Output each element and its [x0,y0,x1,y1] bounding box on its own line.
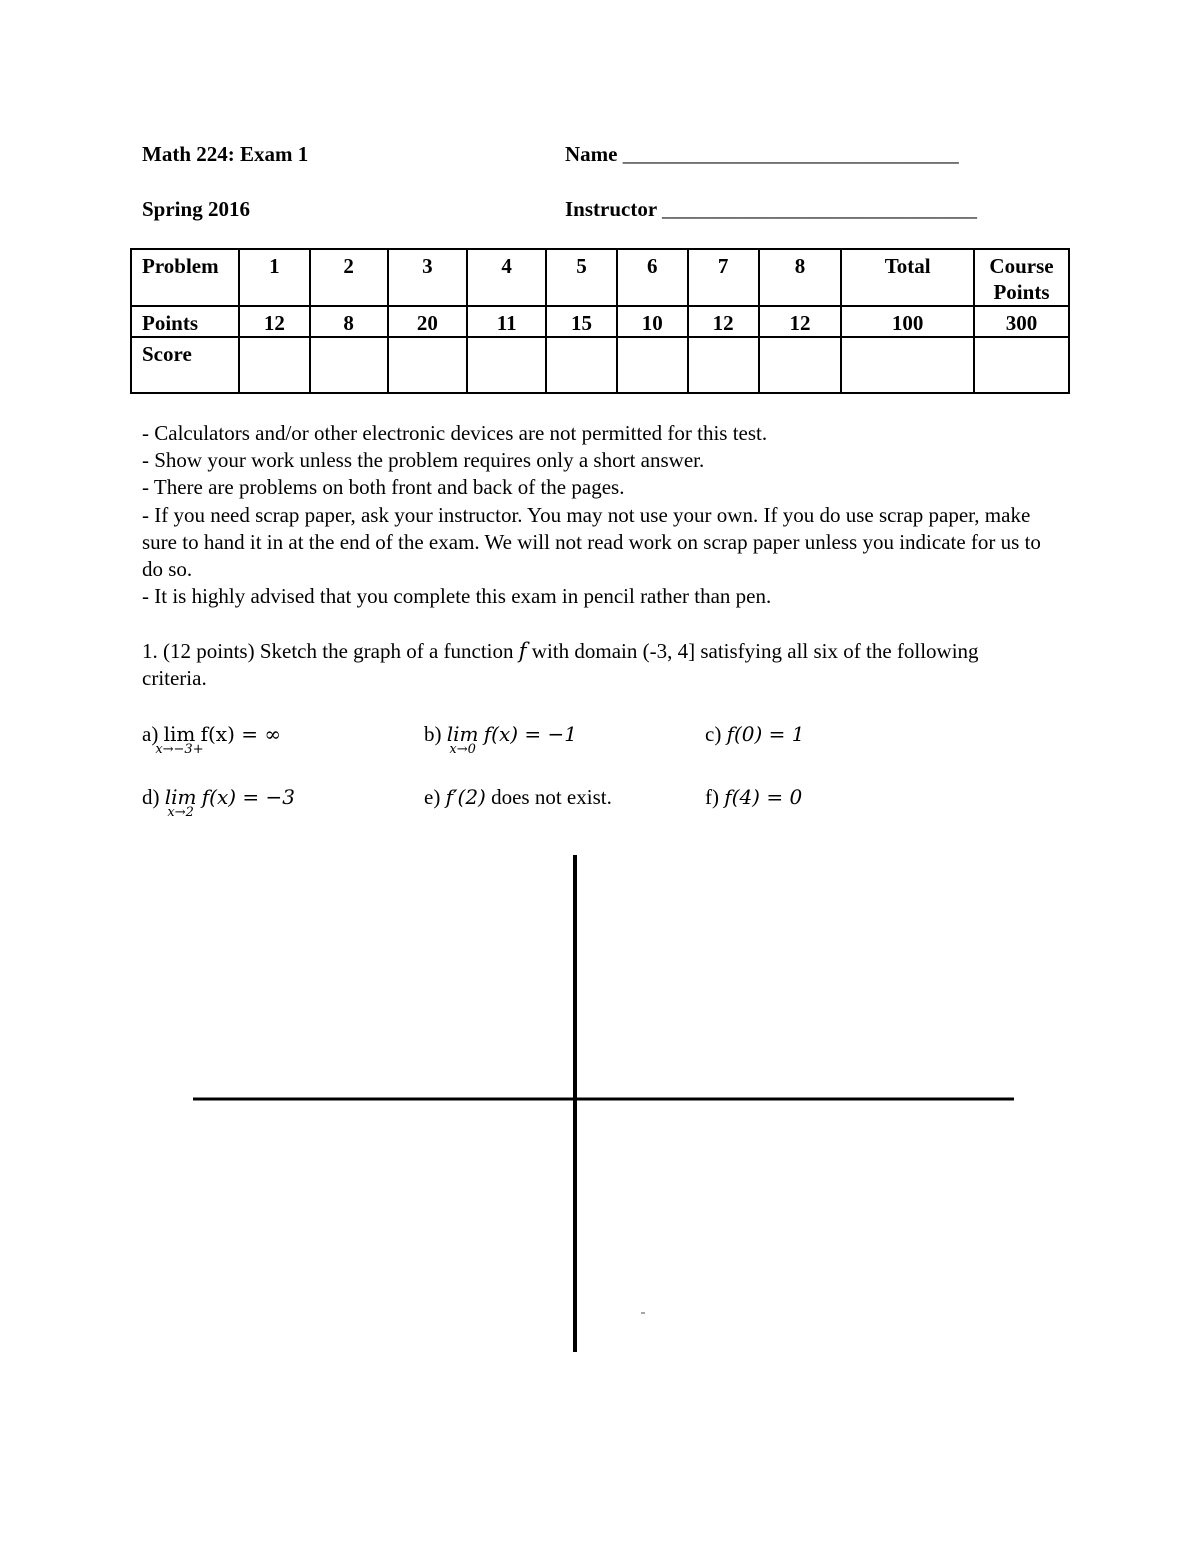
criterion-label: f) [705,785,719,809]
points-value: 12 [239,306,310,337]
total-header: Total [841,249,974,306]
points-value: 15 [546,306,617,337]
instruction-line: - It is highly advised that you complete this exam in pencil rather than pen. [142,584,772,609]
problem-1-text-before: 1. (12 points) Sketch the graph of a function [142,639,514,663]
instruction-line: - If you need scrap paper, ask your instructor. You may not use your own. If you do use scrap paper, make sure to hand it in at the end of the exam. We will not read work on scrap paper unless you indicate for us to do so. [142,502,1041,582]
score-row-label: Score [131,337,239,393]
criterion-label: a) [142,722,159,746]
criterion-label: e) [424,785,441,809]
instruction-line: - Calculators and/or other electronic devices are not permitted for this test. [142,421,768,445]
criterion-expression: f(x) = −1 [483,722,578,746]
course-exam-title: Math 224: Exam 1 [142,142,309,166]
criterion-expression: f(x) = ∞ [200,722,282,746]
points-value: 20 [388,306,468,337]
instruction-line: - Show your work unless the problem requires only a short answer. [142,448,705,473]
criterion-text: does not exist. [491,785,612,809]
points-value: 8 [310,306,388,337]
lim-text: lim [163,722,196,746]
problem-number: 1 [239,249,310,306]
course-points-value: 300 [974,306,1069,337]
points-total: 100 [841,306,974,337]
function-symbol: f [518,639,527,663]
instruction-line: - There are problems on both front and back of the pages. [142,475,625,500]
instructor-blank-line: ______________________________ [662,197,978,221]
name-label: Name [565,142,618,166]
name-blank-line: ________________________________ [622,142,959,166]
problem-number: 4 [467,249,546,306]
criterion-expression: f(x) = −3 [201,785,296,809]
points-value: 11 [467,306,546,337]
points-value: 12 [688,306,759,337]
problem-number: 2 [310,249,388,306]
criterion-expression: f′(2) [445,785,486,809]
problem-number: 5 [546,249,617,306]
problem-number: 6 [617,249,688,306]
problem-number: 8 [759,249,842,306]
criterion-expression: f(0) = 1 [726,722,805,746]
lim-text: lim [446,722,479,746]
criterion-label: c) [705,722,722,746]
term-label: Spring 2016 [142,197,250,221]
criterion-label: b) [424,722,442,746]
limit-subscript: x→0 [449,742,476,757]
instructor-label: Instructor [565,197,657,221]
problem-number: 7 [688,249,759,306]
problem-1-text-after: with domain (-3, 4] satisfying all six of the following criteria. [142,639,979,690]
problem-number: 3 [388,249,468,306]
criterion-expression: f(4) = 0 [724,785,803,809]
points-value: 10 [617,306,688,337]
problem-row-label: Problem [131,249,239,306]
criterion-label: d) [142,785,160,809]
points-value: 12 [759,306,842,337]
course-points-header: Course Points [974,249,1069,306]
points-row-label: Points [131,306,239,337]
limit-subscript: x→2 [167,805,194,820]
lim-text: lim [164,785,197,809]
limit-subscript: x→−3+ [155,742,204,757]
